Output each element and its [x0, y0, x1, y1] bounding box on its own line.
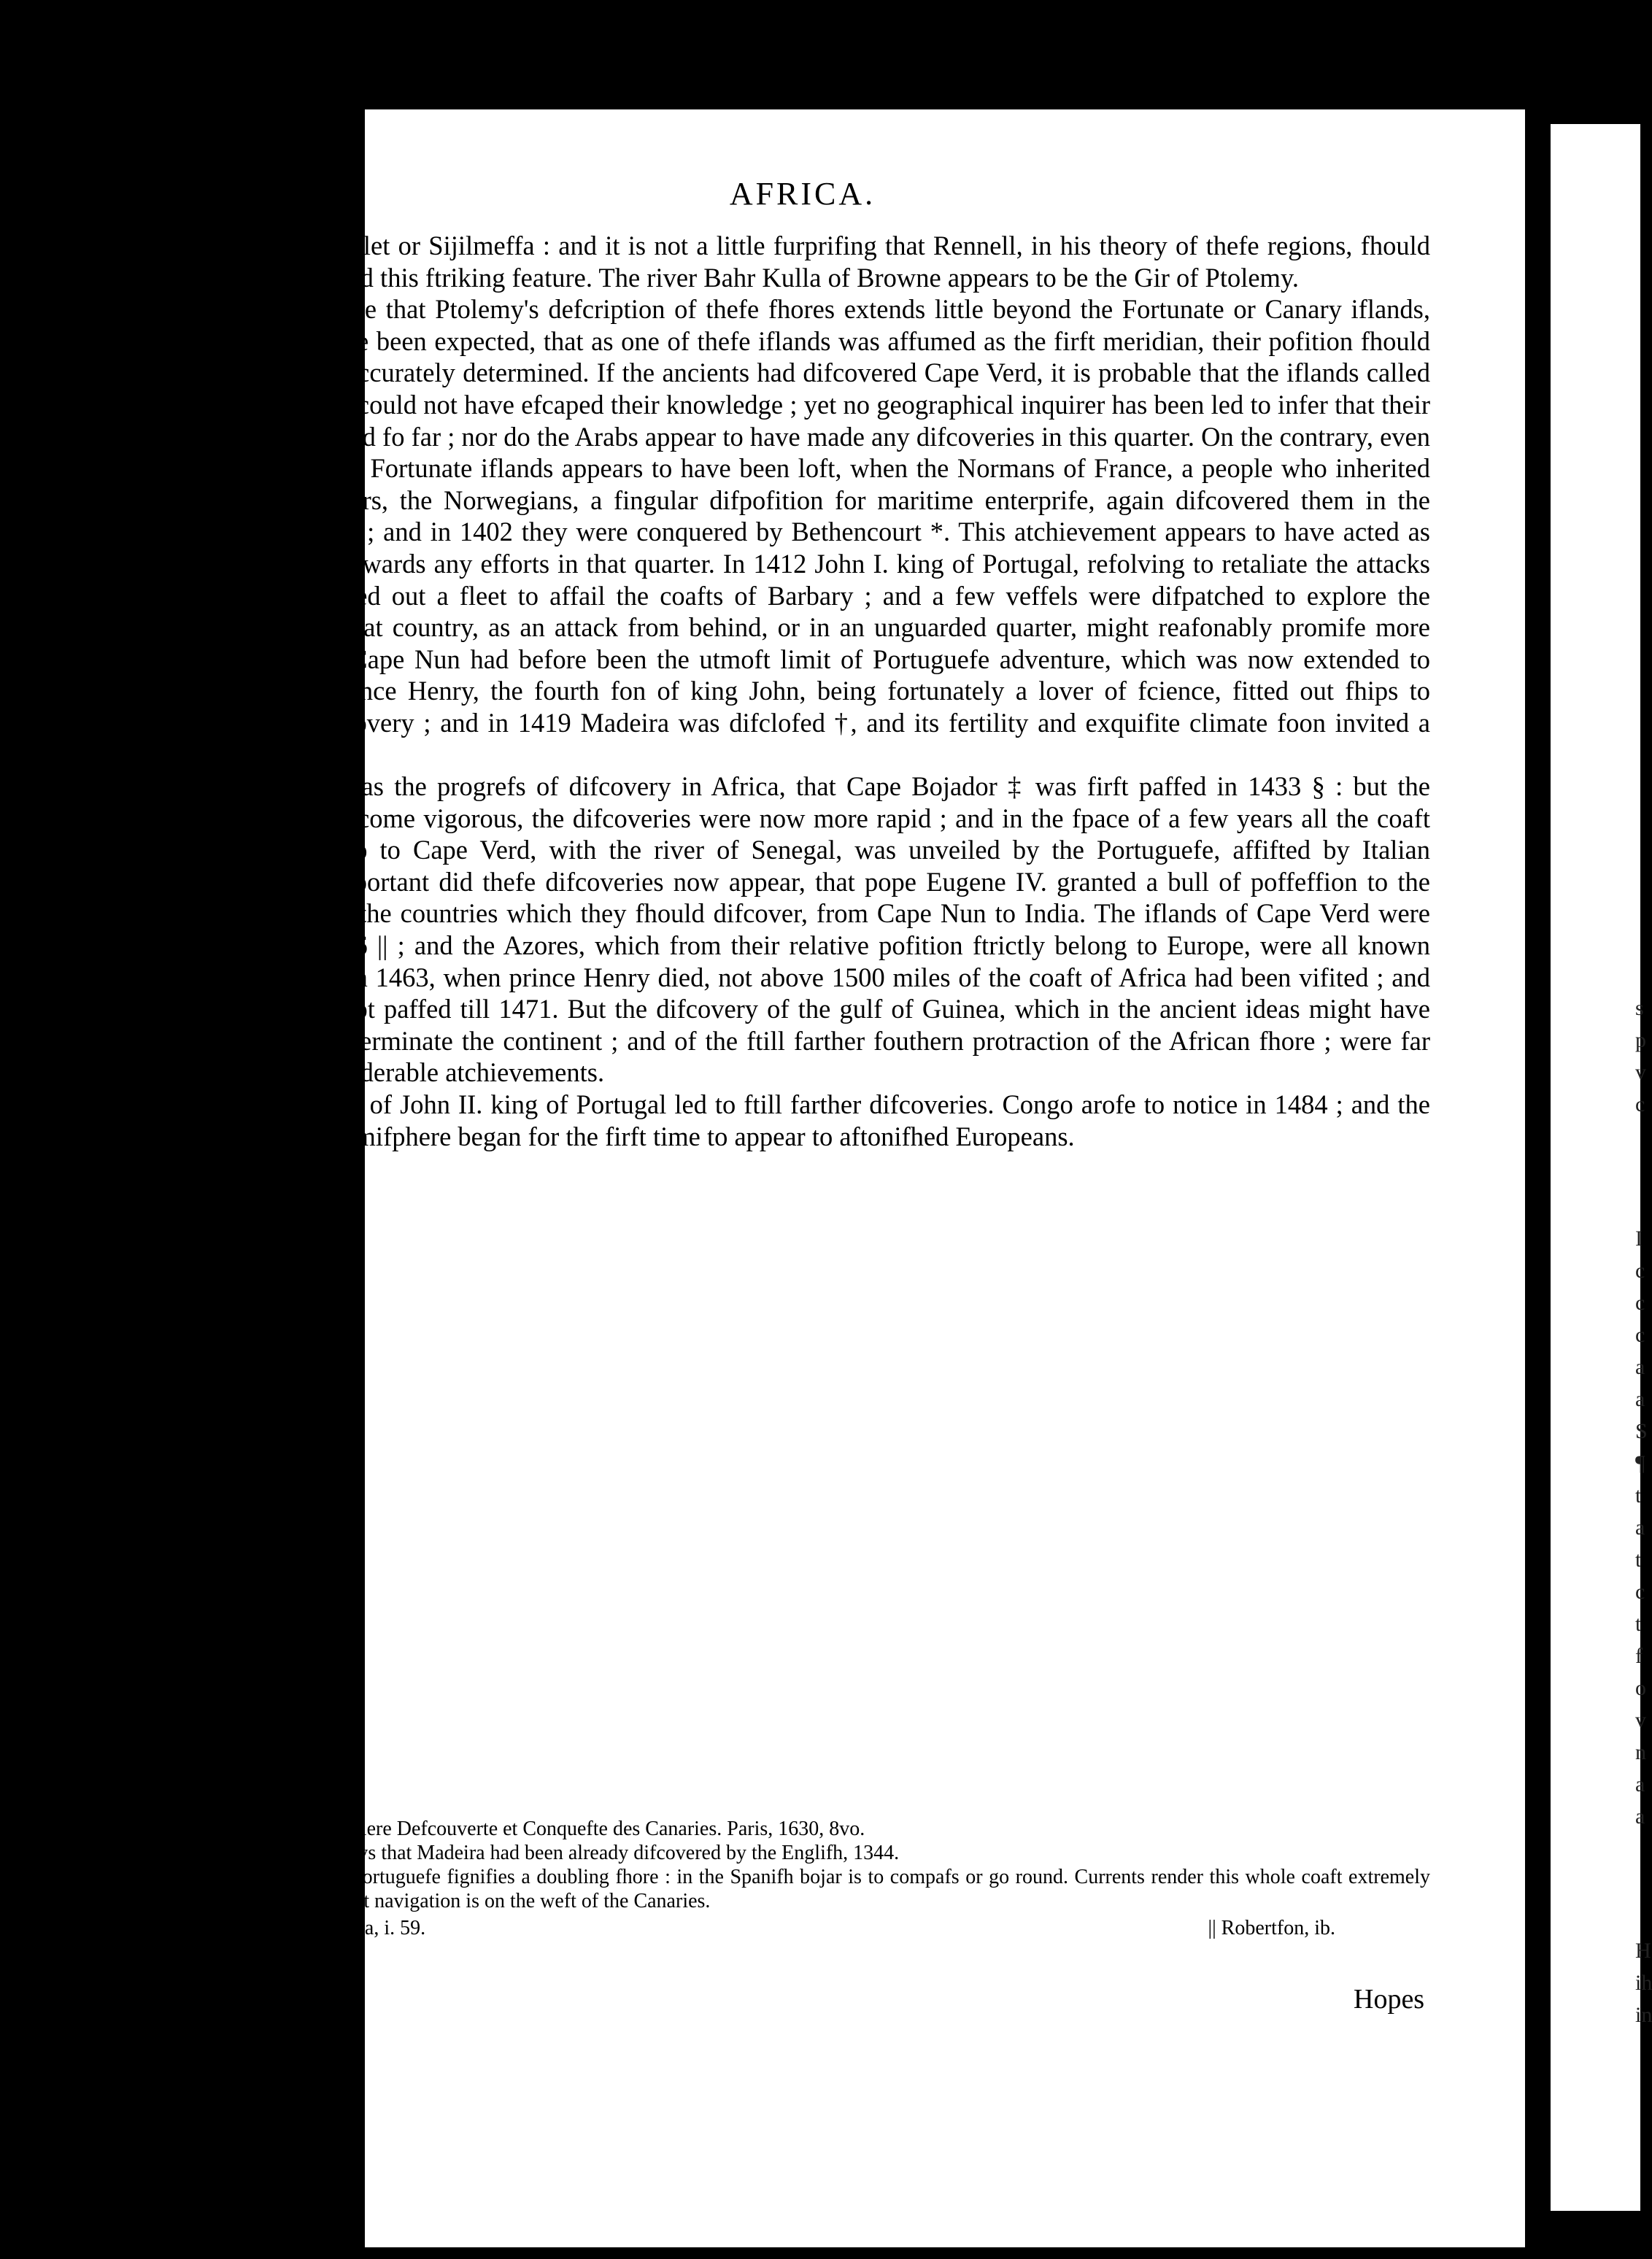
- facing-page-letter: f: [1635, 1644, 1643, 1668]
- footnotes: [161, 1817, 1430, 1940]
- facing-page-letter: a: [1635, 1515, 1645, 1540]
- facing-page-top: [1551, 124, 1640, 992]
- body-text: [161, 230, 1430, 1152]
- facing-page-letter: p: [1635, 1028, 1646, 1052]
- facing-page-letter: ih: [1635, 1971, 1652, 1995]
- facing-page-letter: t: [1635, 1612, 1642, 1636]
- running-title: AFRICA.: [729, 176, 876, 212]
- footnote: ‡ This word in the Portuguefe fignifies a doubling fhore : in the Spanifh bojar is to compafs or go round. Currents render this whole coaft extremely dangerous ; and the fafeft navigation is on the weft of the Canaries.: [161, 1866, 1430, 1912]
- page-header: [168, 175, 1437, 219]
- facing-page-letter: c: [1635, 1580, 1645, 1604]
- facing-page-letter: H: [1635, 1939, 1651, 1963]
- facing-page-letter: v: [1635, 1708, 1646, 1732]
- paragraph: Yet fo flow was the progrefs of difcovery in Africa, that Cape Bojador ‡ was firft paffed in 1433 § : but the impulfe having become vigorous, the difcoveries were now more rapid ; and in the fpace of a few years all the coaft from Cape Blanco to Cape Verd, with the river of Senegal, was unveiled by the Portuguefe, affifted by Italian navigators. So important did thefe difcoveries now appear, that pope Eugene IV. granted a bull of poffeffion to the Portuguefe, of all the countries which they fhould difcover, from Cape Nun to India. The iflands of Cape Verd were difcovered in 1446 || ; and the Azores, which from their relative pofition ftrictly belong to Europe, were all known before 1449. Yet in 1463, when prince Henry died, not above 1500 miles of the coaft of Africa had been vifited ; and the equator was not paffed till 1471. But the difcovery of the gulf of Guinea, which in the ancient ideas might have been expected to terminate the continent ; and of the ftill farther fouthern protraction of the African fhore ; were far from being inconfiderable atchievements.: [161, 771, 1430, 1088]
- footnote: § Robertfon's America, i. 59.: [190, 1917, 426, 1939]
- paragraph: It is remarkable that Ptolemy's defcription of thefe fhores extends little beyond the Fortunate or Canary iflands, though it may have been expected, that as one of thefe iflands was affumed as the firft meridian, their pofition fhould have been pretty accurately determined. If the ancients had difcovered Cape Verd, it is probable that the iflands called by the fame name could not have efcaped their knowledge ; yet no geographical inquirer has been led to infer that their geography extended fo far ; nor do the Arabs appear to have made any difcoveries in this quarter. On the contrary, even the memory of the Fortunate iflands appears to have been loft, when the Normans of France, a people who inherited from their anceftors, the Norwegians, a fingular difpofition for maritime enterprife, again difcovered them in the fourteenth century ; and in 1402 they were conquered by Bethencourt *. This atchievement appears to have acted as the firft impulfe towards any efforts in that quarter. In 1412 John I. king of Portugal, refolving to retaliate the attacks of the Moors, fitted out a fleet to affail the coafts of Barbary ; and a few veffels were difpatched to explore the fouthern part of that country, as an attack from behind, or in an unguarded quarter, might reafonably promife more decifive fuccefs. Cape Nun had before been the utmoft limit of Portuguefe adventure, which was now extended to Cape Bojador. Prince Henry, the fourth fon of king John, being fortunately a lover of fcience, fitted out fhips to profecute the difcovery ; and in 1419 Madeira was difclofed †, and its fertility and exquifite climate foon invited a fmall colony.: [161, 294, 1430, 770]
- footnote: † Bergeron, p. 38, fays that Madeira had been already difcovered by the Englifh, 1344.: [190, 1842, 900, 1864]
- facing-page-letter: a: [1635, 1804, 1645, 1829]
- paragraph: the country of Tafilet or Sijilmeffa : and it is not a little furprifing that Rennell, in his theory of thefe regions, fhould have totally omitted this ftriking feature. The river Bahr Kulla of Browne appears to be the Gir of Ptolemy.: [161, 231, 1430, 293]
- facing-page-letter: c: [1635, 1259, 1645, 1283]
- facing-page-letter: a: [1635, 1355, 1645, 1379]
- facing-page-letter: a: [1635, 1772, 1645, 1796]
- facing-page-letter: o: [1635, 1676, 1646, 1700]
- paragraph: The protection of John II. king of Portugal led to ftill farther difcoveries. Congo arofe to notice in 1484 ; and the ftars of another hemifphere began for the firft time to appear to aftonifhed Europeans.: [161, 1089, 1430, 1151]
- facing-page-letters: [1551, 992, 1652, 2031]
- facing-page-letter: I: [1635, 1227, 1643, 1251]
- facing-page-letter: in: [1635, 2003, 1652, 2027]
- footnote: * Hiftoire de la premiere Defcouverte et Conquefte des Canaries. Paris, 1630, 8vo.: [190, 1818, 865, 1840]
- facing-page-letter: n: [1635, 1740, 1646, 1764]
- facing-page-edge: [1551, 124, 1652, 2211]
- facing-page-letter: c: [1635, 1323, 1645, 1347]
- catchword: Hopes: [1354, 1984, 1425, 2015]
- footnote-row: [161, 1916, 1430, 1940]
- footnote: || Robertfon, ib.: [1208, 1917, 1335, 1939]
- facing-page-letter: c: [1635, 1291, 1645, 1315]
- facing-page-gap: [1551, 1121, 1640, 1223]
- facing-page-letter: t: [1635, 1548, 1642, 1572]
- facing-page-letter: S: [1635, 1419, 1648, 1443]
- page-number: 744: [168, 176, 218, 212]
- facing-page-letter: t: [1635, 1483, 1642, 1507]
- facing-page-letter: a: [1635, 1387, 1645, 1411]
- facing-page-gap: [1551, 1833, 1640, 1935]
- facing-page-letter: ¶: [1635, 1451, 1645, 1475]
- facing-page-letter: v: [1635, 1060, 1646, 1084]
- facing-page-letter: s: [1635, 996, 1644, 1020]
- facing-page-letter: c: [1635, 1092, 1645, 1116]
